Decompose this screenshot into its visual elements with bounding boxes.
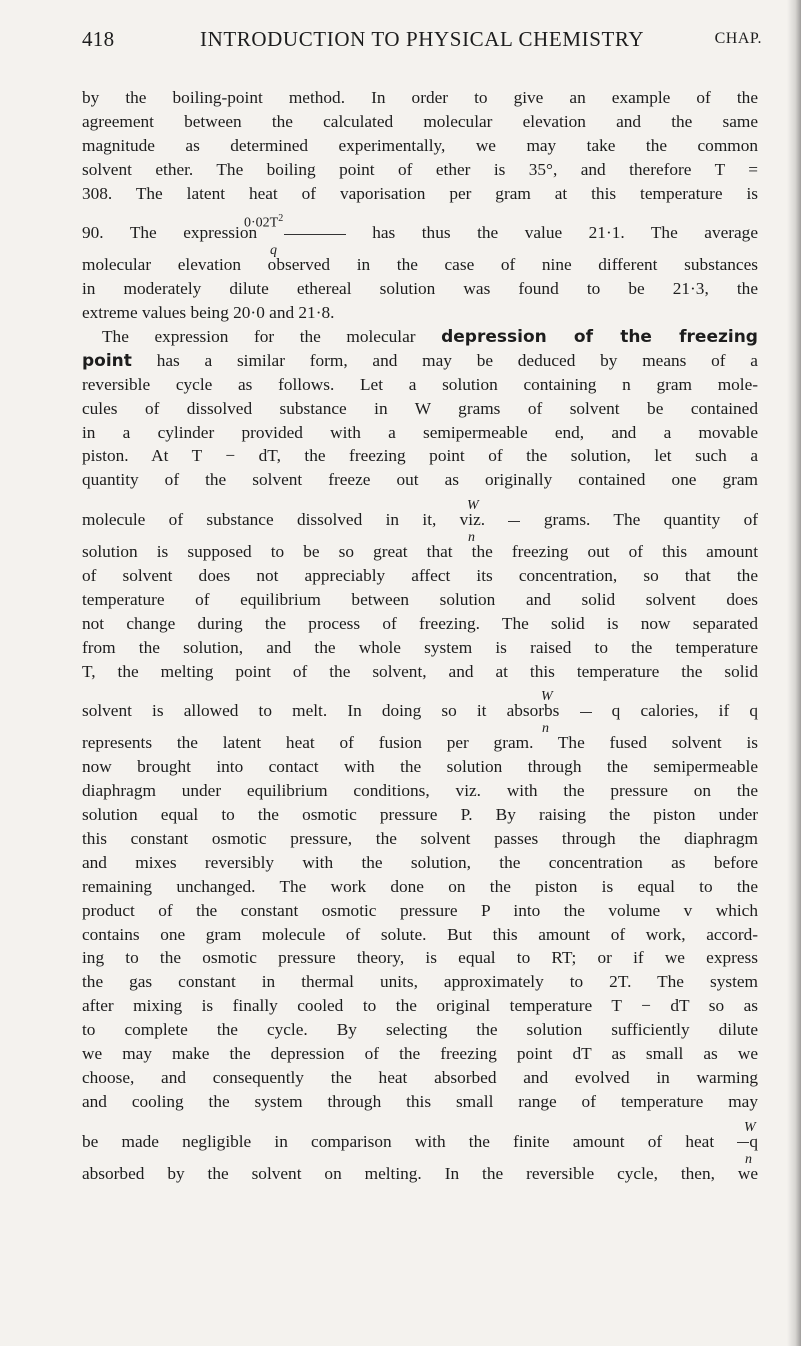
fraction-numerator-row: [82, 683, 758, 703]
text-line: ing to the osmotic pressure theory, is equal to RT; or if we express: [82, 948, 758, 968]
fraction-numerator: W: [744, 1119, 756, 1135]
text-line: of solvent does not appreciably affect its concentration, so that the: [82, 566, 758, 586]
text-line: after mixing is finally cooled to the original temperature T − dT so as: [82, 996, 758, 1016]
text-line: The expression for the molecular depression of the freezing: [102, 327, 758, 348]
text-line: remaining unchanged. The work done on the piston is equal to the: [82, 876, 758, 896]
fraction-denominator-row: [82, 719, 758, 737]
running-header: [82, 27, 762, 57]
fraction-numerator: $0\cdot 02T^2$: [244, 213, 284, 232]
text-line: from the solution, and the whole system is raised to the temperature: [82, 637, 758, 657]
text-line: now brought into contact with the solution through the semipermeable: [82, 757, 758, 777]
text-line-with-fraction: be made negligible in comparison with the finite amount of heat q: [82, 1131, 758, 1151]
fraction-denominator: n: [542, 721, 549, 737]
text-line: cules of dissolved substance in W grams of solvent be contained: [82, 398, 758, 418]
chapter-label: CHAP.: [714, 30, 762, 47]
text-line-with-fraction: molecule of substance dissolved in it, viz. grams. The quantity of: [82, 510, 758, 530]
fraction-numerator: W: [541, 689, 553, 705]
text-line: extreme values being 20·0 and 21·8.: [82, 303, 335, 323]
fraction-denominator: n: [468, 530, 475, 546]
running-title: INTRODUCTION TO PHYSICAL CHEMISTRY: [200, 27, 645, 51]
text-line: piston. At T − dT, the freezing point of the solution, let such a: [82, 446, 758, 466]
text-line: this constant osmotic pressure, the solvent passes through the diaphragm: [82, 828, 758, 848]
text-line-with-fraction: 90. The expression has thus the value 21·1. The average: [82, 223, 758, 243]
text-line: agreement between the calculated molecular elevation and the same: [82, 111, 758, 131]
fraction-bar: [737, 1142, 749, 1143]
page-number: 418: [82, 27, 115, 51]
text-line: not change during the process of freezing. The solid is now separated: [82, 613, 758, 633]
fraction-denominator-row: [82, 241, 758, 259]
text-line: magnitude as determined experimentally, we may take the common: [82, 135, 758, 155]
fraction-denominator-row: [82, 528, 758, 546]
text-line: absorbed by the solvent on melting. In the reversible cycle, then, we: [82, 1163, 758, 1183]
text-line: to complete the cycle. By selecting the solution sufficiently dilute: [82, 1020, 758, 1040]
bold-term: depression of the freezing: [441, 327, 758, 348]
fraction-numerator-row: [82, 492, 758, 512]
fraction-denominator: q: [270, 243, 277, 259]
text-line: and cooling the system through this small range of temperature may: [82, 1091, 758, 1111]
bold-term: point: [82, 350, 132, 371]
text-line-with-fraction: solvent is allowed to melt. In doing so it absorbs q calories, if q: [82, 701, 758, 721]
fraction-numerator-row: [82, 205, 758, 232]
fraction-bar: [508, 521, 520, 522]
text-line: diaphragm under equilibrium conditions, viz. with the pressure on the: [82, 781, 758, 801]
text-line: represents the latent heat of fusion per gram. The fused solvent is: [82, 733, 758, 753]
text-line: point has a similar form, and may be deduced by means of a: [82, 350, 758, 371]
text-line: quantity of the solvent freeze out as originally contained one gram: [82, 470, 758, 490]
text-line: by the boiling-point method. In order to give an example of the: [82, 88, 758, 107]
page-edge-shadow: [787, 0, 801, 1346]
fraction-denominator: n: [745, 1151, 752, 1167]
text-line: in a cylinder provided with a semipermeable end, and a movable: [82, 422, 758, 442]
text-line: and mixes reversibly with the solution, the concentration as before: [82, 852, 758, 872]
text-line: temperature of equilibrium between solution and solid solvent does: [82, 589, 758, 609]
text-line: contains one gram molecule of solute. But this amount of work, accord-: [82, 924, 758, 944]
fraction-numerator: W: [467, 498, 479, 514]
fraction-bar: [284, 234, 346, 235]
text-line: the gas constant in thermal units, approximately to 2T. The system: [82, 972, 758, 992]
text-line: solution equal to the osmotic pressure P. By raising the piston under: [82, 805, 758, 825]
text-line: T, the melting point of the solvent, and at this temperature the solid: [82, 661, 758, 681]
text-line: we may make the depression of the freezing point dT as small as we: [82, 1043, 758, 1063]
fraction-numerator-row: [82, 1114, 758, 1134]
text-line: product of the constant osmotic pressure P into the volume v which: [82, 900, 758, 920]
text-line: in moderately dilute ethereal solution was found to be 21·3, the: [82, 279, 758, 299]
text-line: reversible cycle as follows. Let a solution containing n gram mole-: [82, 374, 758, 394]
body-text: [82, 86, 758, 1185]
text-line: molecular elevation observed in the case of nine different substances: [82, 255, 758, 275]
text-line: solvent ether. The boiling point of ether is 35°, and therefore T =: [82, 159, 758, 179]
fraction-denominator-row: [82, 1150, 758, 1167]
text-line: solution is supposed to be so great that the freezing out of this amount: [82, 542, 758, 562]
text-line: 308. The latent heat of vaporisation per gram at this temperature is: [82, 183, 758, 203]
fraction-bar: [580, 712, 592, 713]
text-line: choose, and consequently the heat absorbed and evolved in warming: [82, 1067, 758, 1087]
